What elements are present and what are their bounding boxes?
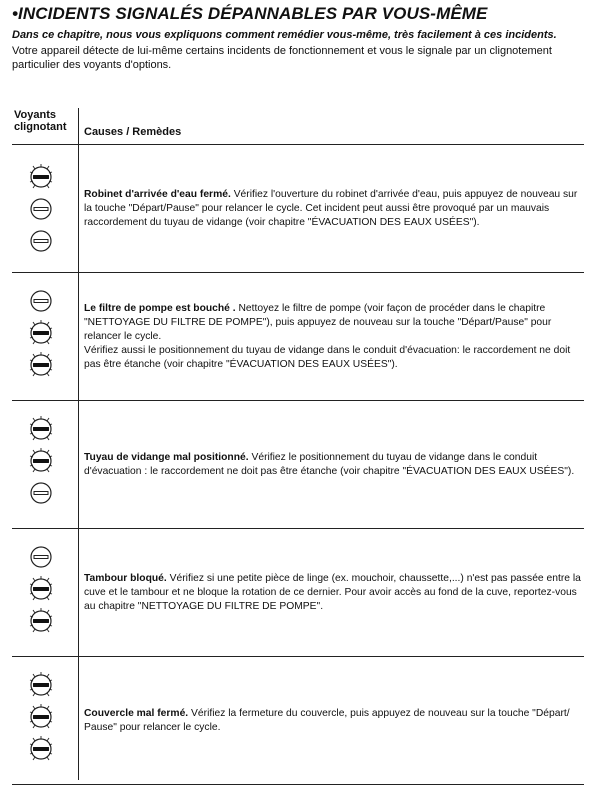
cause-label: Robinet d'arrivée d'eau fermé. [84, 188, 231, 200]
remedy-cell [84, 145, 582, 272]
remedy-text-2: Vérifiez aussi le positionnement du tuyau de vidange dans le conduit d'évacuation: le raccordement ne doit pas être étanche (voir chapitre "ÉVACUATION DES EAUX USÉES"). [84, 344, 571, 370]
indicator-lights [27, 273, 67, 400]
remedy-text: Vérifiez le positionnement du tuyau de vidange dans le conduit d'évacuation : le raccordement ne doit pas être étanche (voir chapitre "ÉVACUATION DES EAUX USÉES"). [84, 451, 575, 477]
intro-text: Votre appareil détecte de lui-même certains incidents de fonctionnement et vous le signale par un clignotement particulier des voyants d'options. [12, 45, 552, 71]
indicator-lights [27, 657, 67, 784]
remedy-cell [84, 657, 582, 784]
indicator-light-icon [27, 287, 55, 315]
indicator-light-icon [27, 607, 55, 635]
indicator-light-icon [27, 671, 55, 699]
indicator-light-icon [27, 703, 55, 731]
indicator-light-icon [27, 195, 55, 223]
remedy-text: Nettoyez le filtre de pompe (voir façon de procéder dans le chapitre "NETTOYAGE DU FILTRE DE POMPE"), puis appuyez de nouveau sur la touche "Départ/Pause" pour relancer le cycle. [84, 302, 552, 342]
indicator-light-icon [27, 735, 55, 763]
indicator-light-icon [27, 415, 55, 443]
indicator-lights [27, 529, 67, 656]
page-title: •INCIDENTS SIGNALÉS DÉPANNABLES PAR VOUS-MÊME [12, 4, 488, 23]
remedy-text: Vérifiez si une petite pièce de linge (ex. mouchoir, chaussette,...) n'est pas passée entre la cuve et le tambour et ne bloque la rotation de ce dernier. Pour avoir accès au fond de la cuve, reportez-vous au chapitre "NETTOYAGE DU FILTRE DE POMPE". [84, 572, 581, 612]
indicator-light-icon [27, 575, 55, 603]
header-voyants: Voyants clignotant [14, 109, 67, 133]
indicator-light-icon [27, 319, 55, 347]
remedy-cell [84, 529, 582, 656]
cause-label: Le filtre de pompe est bouché . [84, 302, 236, 314]
table-row [12, 145, 584, 273]
table-row [12, 401, 584, 529]
indicator-light-icon [27, 447, 55, 475]
cause-label: Tuyau de vidange mal positionné. [84, 451, 249, 463]
remedy-cell [84, 273, 582, 400]
indicator-light-icon [27, 351, 55, 379]
remedy-text: Vérifiez l'ouverture du robinet d'arrivée d'eau, puis appuyez de nouveau sur la touche "Départ/Pause" pour relancer le cycle. Cet incident peut aussi être provoqué par un mauvais raccordement du tuyau de vidange (voir chapitre "ÉVACUATION DES EAUX USÉES"). [84, 188, 578, 228]
header-causes: Causes / Remèdes [84, 126, 182, 138]
indicator-light-icon [27, 479, 55, 507]
table-row [12, 529, 584, 657]
indicator-light-icon [27, 227, 55, 255]
remedy-text: Vérifiez la fermeture du couvercle, puis appuyez de nouveau sur la touche "Départ/ Pause" pour relancer le cycle. [84, 707, 570, 733]
indicator-lights [27, 401, 67, 528]
indicator-lights [27, 145, 67, 272]
indicator-light-icon [27, 163, 55, 191]
table-row [12, 273, 584, 401]
cause-label: Couvercle mal fermé. [84, 707, 189, 719]
cause-label: Tambour bloqué. [84, 572, 167, 584]
table-header [12, 108, 584, 145]
remedy-cell [84, 401, 582, 528]
intro-bold-text: Dans ce chapitre, nous vous expliquons comment remédier vous-même, très facilement à ces incidents. [12, 29, 557, 41]
table-row [12, 657, 584, 785]
incidents-table [12, 108, 584, 785]
indicator-light-icon [27, 543, 55, 571]
